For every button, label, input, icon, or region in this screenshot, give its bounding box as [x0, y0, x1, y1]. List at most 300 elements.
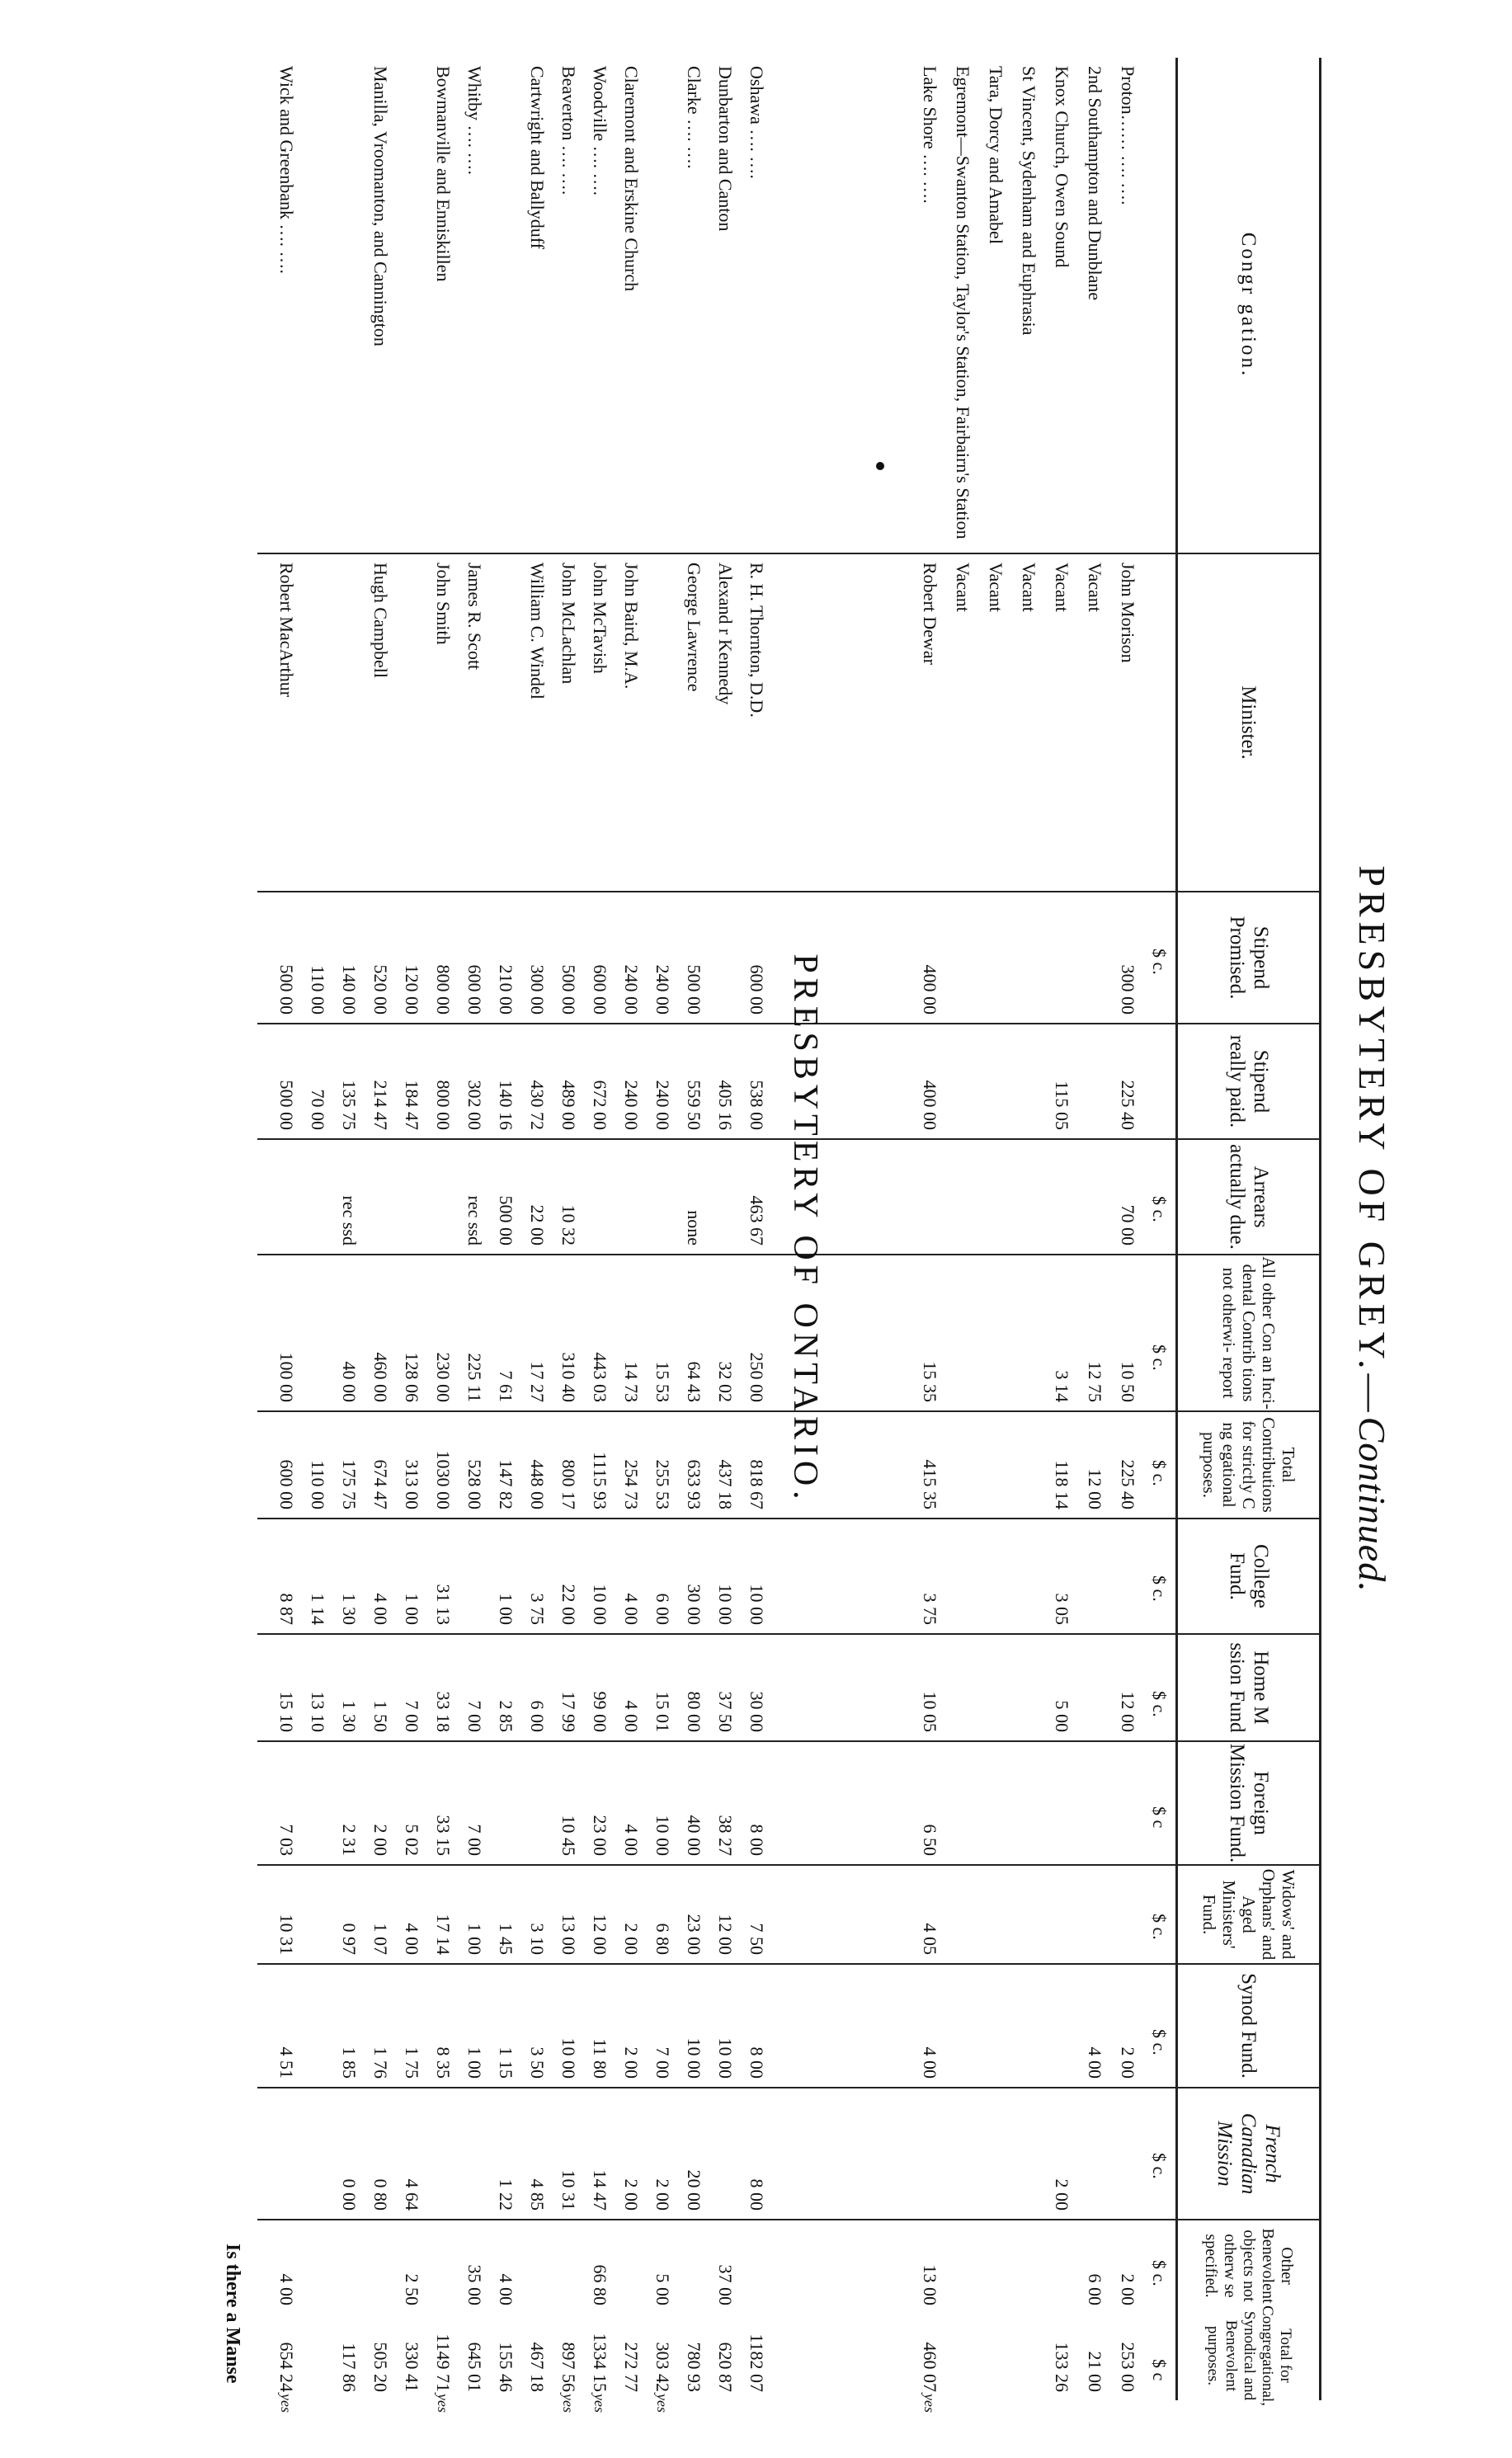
ontario-cell-manse: yes	[278, 2394, 294, 2413]
ontario-cell-stipend-paid: 672 00	[590, 1080, 610, 1130]
ontario-cell-stipend-paid: 135 75	[339, 1080, 360, 1130]
ontario-cell-total-contrib: 254 73	[621, 1459, 642, 1509]
ontario-cell-total-all: 654 24	[276, 2342, 297, 2392]
ontario-cell-college: 1 00	[402, 1593, 422, 1625]
ontario-cell-stipend-paid: 214 47	[370, 1080, 391, 1130]
grey-title-main: PRESBYTERY OF GREY.—	[1351, 865, 1393, 1417]
ontario-cell-stipend-promised: 120 00	[402, 964, 422, 1015]
grey-title-suffix: Continued.	[1351, 1416, 1393, 1593]
ontario-cell-widows: 7 50	[747, 1923, 767, 1955]
grey-row	[985, 58, 1006, 2400]
ontario-row	[683, 58, 704, 2400]
ontario-cell-synod: 10 00	[558, 2037, 579, 2079]
ontario-cell-total-contrib: 147 82	[496, 1459, 516, 1509]
ontario-cell-synod: 2 00	[621, 2046, 642, 2079]
ontario-cell-synod: 3 50	[527, 2046, 548, 2079]
grey-cell-congregation: 2nd Southampton and Dunblane	[1085, 66, 1105, 301]
ontario-cell-total-all: 1149 71	[433, 2333, 454, 2392]
ontario-cell-synod: 1 75	[402, 2046, 422, 2079]
grey-cell-total-all: 133 26	[1052, 2342, 1072, 2392]
header-congregation: Congr gation.	[1237, 232, 1260, 379]
ontario-cell-total-all: 117 86	[339, 2343, 360, 2392]
ontario-cell-manse: yes	[591, 2394, 608, 2413]
ontario-cell-total-all: 645 01	[464, 2342, 485, 2392]
grey-cell-college: 3 05	[1052, 1593, 1072, 1625]
ontario-cell-foreign-mission: 7 00	[464, 1824, 485, 1856]
ontario-cell-widows: 4 00	[402, 1923, 422, 1955]
ontario-cell-total-all: 897 56	[558, 2342, 579, 2392]
grey-cell-congregation: Proton…… …. ….	[1118, 66, 1138, 205]
ontario-cell-foreign-mission: 7 03	[276, 1824, 297, 1856]
grey-cell-congregation: Lake Shore …. ….	[920, 66, 940, 204]
ontario-cell-arrears: rec ssd	[339, 1195, 360, 1245]
grey-cell-college: 3 75	[920, 1593, 940, 1625]
unit-arrears: $ c.	[1149, 1196, 1170, 1222]
grey-cell-home-mission: 10 05	[920, 1691, 940, 1732]
grey-cell-manse: yes	[921, 2394, 938, 2413]
ontario-cell-home-mission: 1 50	[370, 1700, 391, 1732]
ontario-cell-stipend-paid: 240 00	[652, 1080, 673, 1130]
presbytery-grey-title	[1350, 58, 1394, 2400]
ontario-cell-total-contrib: 674 47	[370, 1459, 391, 1509]
grey-cell-minister: Robert Dewar	[920, 563, 940, 666]
ontario-cell-congregation: Woodville …. ….	[590, 66, 610, 196]
ontario-cell-other-benev: 4 00	[496, 2273, 516, 2305]
presbytery-ontario-title: PRESBYTERY OF ONTARIO.	[786, 954, 824, 1504]
units-row	[1148, 58, 1170, 2400]
ontario-row	[589, 58, 610, 2413]
header-total-contrib: Total Contributions for strictly C ng egational purposes.	[1199, 1417, 1298, 1513]
ontario-cell-stipend-promised: 600 00	[464, 964, 485, 1015]
unit-stipend-promised: $ c.	[1149, 949, 1170, 975]
ontario-cell-french: 0 00	[339, 2178, 360, 2211]
ontario-cell-total-all: 467 18	[527, 2342, 548, 2392]
ontario-cell-college: 31 13	[433, 1584, 454, 1625]
grey-cell-stipend-paid: 225 40	[1118, 1080, 1138, 1130]
ontario-cell-congregation: Oshawa …. ….	[747, 66, 767, 179]
grey-row	[919, 58, 940, 2413]
ontario-cell-home-mission: 99 00	[590, 1691, 610, 1732]
grey-cell-stipend-promised: 300 00	[1118, 964, 1138, 1015]
ontario-cell-other-benev: 66 80	[590, 2264, 610, 2305]
ontario-cell-congregation: Clarke …. ….	[684, 66, 704, 169]
ontario-row	[401, 58, 422, 2400]
ontario-cell-foreign-mission: 10 45	[558, 1815, 579, 1856]
ontario-cell-widows: 23 00	[684, 1914, 704, 1955]
ontario-cell-total-contrib: 437 18	[715, 1459, 736, 1509]
ontario-cell-stipend-paid: 405 16	[715, 1080, 736, 1130]
ontario-cell-stipend-paid: 70 00	[308, 1089, 328, 1130]
ontario-cell-other-contrib: 32 02	[715, 1361, 736, 1402]
ontario-cell-college: 3 75	[527, 1593, 548, 1625]
ontario-cell-home-mission: 80 00	[684, 1691, 704, 1732]
grey-cell-stipend-promised: 400 00	[920, 964, 940, 1015]
ontario-cell-stipend-paid: 538 00	[747, 1080, 767, 1130]
grey-cell-other-contrib: 15 35	[920, 1361, 940, 1402]
header-stipend-paid: Stipend really paid.	[1226, 1034, 1272, 1128]
ontario-cell-stipend-paid: 800 00	[433, 1080, 454, 1130]
grey-cell-minister: Vacant	[1019, 563, 1039, 612]
ontario-cell-widows: 0 97	[339, 1923, 360, 1955]
grey-cell-other-contrib: 3 14	[1052, 1370, 1072, 1402]
grey-cell-other-contrib: 12 75	[1085, 1361, 1105, 1402]
ontario-cell-foreign-mission: 4 00	[621, 1824, 642, 1856]
grey-cell-minister: Vacant	[1052, 563, 1072, 612]
ontario-cell-french: 1 22	[496, 2178, 516, 2211]
bullet-mark	[876, 462, 884, 470]
ontario-cell-other-benev: 4 00	[276, 2273, 297, 2305]
header-synod-fund: Synod Fund.	[1237, 1973, 1260, 2079]
ontario-cell-home-mission: 7 00	[402, 1700, 422, 1732]
ontario-cell-other-benev: 35 00	[464, 2264, 485, 2305]
ontario-cell-total-contrib: 528 00	[464, 1459, 485, 1509]
grey-cell-congregation: Knox Church, Owen Sound	[1052, 66, 1072, 268]
ontario-cell-congregation: Manilla, Vroomanton, and Cannington	[370, 66, 391, 346]
ontario-cell-manse: yes	[560, 2394, 577, 2413]
ontario-cell-french: 0 80	[370, 2178, 391, 2211]
ontario-cell-french: 4 85	[527, 2178, 548, 2211]
ontario-cell-widows: 13 00	[558, 1914, 579, 1955]
ontario-cell-synod: 8 00	[747, 2046, 767, 2079]
ontario-cell-stipend-promised: 300 00	[527, 964, 548, 1015]
ontario-cell-stipend-promised: 520 00	[370, 964, 391, 1015]
ontario-cell-total-contrib: 600 00	[276, 1459, 297, 1509]
ontario-cell-stipend-promised: 500 00	[276, 964, 297, 1015]
ontario-cell-widows: 1 00	[464, 1923, 485, 1955]
grey-cell-minister: John Morison	[1118, 563, 1138, 663]
ontario-cell-foreign-mission: 38 27	[715, 1815, 736, 1856]
grey-cell-other-contrib: 10 50	[1118, 1361, 1138, 1402]
ontario-cell-home-mission: 37 50	[715, 1691, 736, 1732]
ontario-cell-congregation: Dunbarton and Canton	[715, 66, 736, 232]
ontario-row	[370, 58, 391, 2400]
ontario-cell-home-mission: 15 01	[652, 1691, 673, 1732]
header-other-contrib: All other Con an Inci-dental Contrib tions not otherwi- report	[1219, 1256, 1279, 1410]
grey-cell-minister: Vacant	[1085, 563, 1105, 612]
ontario-cell-stipend-paid: 500 00	[276, 1080, 297, 1130]
grey-cell-total-all: 460 07	[920, 2342, 940, 2392]
grey-cell-widows: 4 05	[920, 1923, 940, 1955]
grey-cell-total-contrib: 118 14	[1052, 1460, 1072, 1509]
ontario-cell-total-contrib: 633 93	[684, 1459, 704, 1509]
ontario-cell-foreign-mission: 33 15	[433, 1815, 454, 1856]
ontario-cell-widows: 10 31	[276, 1914, 297, 1955]
ontario-cell-college: 4 00	[621, 1593, 642, 1625]
header-college-fund: College Fund.	[1226, 1544, 1272, 1608]
ontario-cell-widows: 12 00	[715, 1914, 736, 1955]
ontario-cell-college: 10 00	[747, 1584, 767, 1625]
ontario-cell-total-contrib: 818 67	[747, 1459, 767, 1509]
unit-widows: $ c.	[1149, 1914, 1170, 1940]
ontario-cell-congregation: Wick and Greenbank …. ….	[276, 66, 297, 275]
ontario-cell-synod: 1 00	[464, 2046, 485, 2079]
unit-synod: $ c.	[1149, 2029, 1170, 2055]
ontario-cell-synod: 8 35	[433, 2046, 454, 2079]
unit-other-benev: $ c.	[1149, 2260, 1170, 2286]
ontario-cell-widows: 6 80	[652, 1923, 673, 1955]
ontario-cell-college: 1 00	[496, 1593, 516, 1625]
ontario-cell-congregation: Claremont and Erskine Church	[621, 66, 642, 292]
ontario-cell-minister: Hugh Campbell	[370, 563, 391, 678]
unit-total-all: $ c	[1149, 2359, 1170, 2381]
ontario-cell-congregation: Cartwright and Ballyduff	[527, 66, 548, 249]
ontario-cell-foreign-mission: 40 00	[684, 1815, 704, 1856]
ontario-cell-other-contrib: 225 11	[464, 1353, 485, 1402]
ontario-cell-arrears: 500 00	[496, 1195, 516, 1245]
ontario-row	[307, 58, 328, 2400]
ontario-cell-home-mission: 15 10	[276, 1691, 297, 1732]
ontario-cell-stipend-promised: 210 00	[496, 964, 516, 1015]
grey-cell-foreign-mission: 6 50	[920, 1824, 940, 1856]
ontario-cell-french: 10 31	[558, 2169, 579, 2211]
ontario-cell-minister: John McTavish	[590, 563, 610, 674]
ontario-cell-synod: 10 00	[684, 2037, 704, 2079]
ontario-cell-stipend-promised: 600 00	[590, 964, 610, 1015]
ontario-cell-minister: Robert MacArthur	[276, 563, 297, 698]
ontario-cell-widows: 3 10	[527, 1923, 548, 1955]
grey-cell-stipend-paid: 400 00	[920, 1080, 940, 1130]
grey-row	[1117, 58, 1138, 2400]
ontario-cell-other-contrib: 40 00	[339, 1361, 360, 1402]
ontario-cell-other-contrib: 100 00	[276, 1352, 297, 1402]
ontario-cell-widows: 1 45	[496, 1923, 516, 1955]
ontario-cell-synod: 1 85	[339, 2046, 360, 2079]
ontario-cell-college: 22 00	[558, 1584, 579, 1625]
ontario-cell-college: 6 00	[652, 1593, 673, 1625]
ontario-cell-college: 1 30	[339, 1593, 360, 1625]
manse-label: Is there a Manse	[222, 2244, 243, 2384]
ontario-cell-home-mission: 33 18	[433, 1691, 454, 1732]
grey-cell-total-contrib: 415 35	[920, 1459, 940, 1509]
grey-cell-congregation: Tara, Dorcy and Amabel	[986, 66, 1006, 244]
grey-cell-minister: Vacant	[986, 563, 1006, 612]
ontario-cell-foreign-mission: 5 02	[402, 1824, 422, 1856]
rotated-page	[74, 58, 1394, 2413]
grey-row	[1051, 58, 1072, 2400]
grey-cell-home-mission: 5 00	[1052, 1700, 1072, 1732]
ontario-cell-total-all: 1182 07	[747, 2333, 767, 2392]
ontario-cell-other-benev: 37 00	[715, 2264, 736, 2305]
ontario-cell-foreign-mission: 2 31	[339, 1824, 360, 1856]
ontario-cell-home-mission: 30 00	[747, 1691, 767, 1732]
ontario-cell-stipend-paid: 240 00	[621, 1080, 642, 1130]
grey-cell-french: 2 00	[1052, 2178, 1072, 2211]
header-home-mission: Home M ssion Fund	[1226, 1642, 1272, 1733]
ontario-cell-arrears: 22 00	[527, 1204, 548, 1245]
ontario-row	[746, 58, 767, 2400]
ontario-cell-synod: 1 76	[370, 2046, 391, 2079]
ontario-cell-other-contrib: 128 06	[402, 1352, 422, 1402]
ontario-cell-widows: 17 14	[433, 1914, 454, 1955]
grey-cell-other-benev: 2 00	[1118, 2273, 1138, 2305]
ontario-cell-minister: Alexand r Kennedy	[715, 563, 736, 705]
ontario-cell-arrears: rec ssd	[464, 1195, 485, 1245]
ontario-cell-stipend-paid: 559 50	[684, 1080, 704, 1130]
ontario-cell-minister: James R. Scott	[464, 563, 485, 671]
ontario-cell-foreign-mission: 2 00	[370, 1824, 391, 1856]
grey-cell-other-benev: 6 00	[1085, 2273, 1105, 2305]
ontario-cell-stipend-paid: 184 47	[402, 1080, 422, 1130]
ontario-row	[432, 58, 454, 2413]
ontario-cell-stipend-promised: 600 00	[747, 964, 767, 1015]
header-widows-fund: Widows' and Orphans' and Aged Ministers' Fund.	[1199, 1868, 1298, 1961]
header-foreign-mission: Foreign Mission Fund.	[1226, 1743, 1272, 1863]
ontario-cell-home-mission: 4 00	[621, 1700, 642, 1732]
ontario-cell-stipend-promised: 500 00	[558, 964, 579, 1015]
ontario-cell-college: 1 14	[308, 1593, 328, 1625]
ontario-row	[714, 58, 736, 2400]
grey-cell-synod: 4 00	[1085, 2046, 1105, 2079]
ontario-cell-minister: John Smith	[433, 563, 454, 645]
ontario-cell-stipend-promised: 240 00	[621, 964, 642, 1015]
ontario-cell-stipend-paid: 430 72	[527, 1080, 548, 1130]
ontario-cell-stipend-paid: 140 16	[496, 1080, 516, 1130]
ontario-cell-college: 4 00	[370, 1593, 391, 1625]
grey-cell-congregation: St Vincent, Sydenham and Euphrasia	[1019, 66, 1039, 336]
ontario-cell-home-mission: 13 10	[308, 1691, 328, 1732]
ontario-row	[620, 58, 642, 2400]
header-bottom-rule	[1175, 58, 1178, 2400]
ontario-cell-home-mission: 7 00	[464, 1700, 485, 1732]
ontario-cell-stipend-paid: 489 00	[558, 1080, 579, 1130]
ontario-cell-french: 14 47	[590, 2169, 610, 2211]
ontario-cell-other-contrib: 64 43	[684, 1361, 704, 1402]
header-minister: Minister.	[1237, 685, 1260, 760]
grey-row	[952, 58, 973, 2400]
grey-cell-minister: Vacant	[953, 563, 973, 612]
header-top-rule	[1319, 58, 1321, 2400]
ontario-cell-minister: John McLachlan	[558, 563, 579, 685]
ontario-cell-widows: 12 00	[590, 1914, 610, 1955]
ontario-cell-college: 30 00	[684, 1584, 704, 1625]
ontario-cell-other-contrib: 250 00	[747, 1352, 767, 1402]
grey-row	[1018, 58, 1039, 2400]
grey-cell-total-all: 253 00	[1118, 2342, 1138, 2392]
ontario-cell-synod: 1 15	[496, 2046, 516, 2079]
ontario-cell-total-all: 272 77	[621, 2342, 642, 2392]
grey-cell-congregation: Egremont—Swanton Station, Taylor's Station, Fairbairn's Station	[953, 66, 973, 539]
ontario-cell-foreign-mission: 8 00	[747, 1824, 767, 1856]
ontario-cell-arrears: 10 32	[558, 1204, 579, 1245]
ontario-cell-other-contrib: 15 53	[652, 1361, 673, 1402]
ontario-cell-minister: William C. Windel	[527, 563, 548, 699]
ontario-cell-french: 4 64	[402, 2178, 422, 2211]
grey-row	[1084, 58, 1105, 2400]
ontario-cell-total-contrib: 255 53	[652, 1459, 673, 1509]
ontario-cell-synod: 10 00	[715, 2037, 736, 2079]
ontario-cell-stipend-promised: 800 00	[433, 964, 454, 1015]
ontario-cell-total-all: 780 93	[684, 2342, 704, 2392]
ontario-cell-manse: yes	[435, 2394, 451, 2413]
grey-cell-stipend-paid: 115 05	[1052, 1081, 1072, 1130]
ontario-cell-other-benev: 5 00	[652, 2273, 673, 2305]
ontario-cell-total-contrib: 800 17	[558, 1459, 579, 1509]
ontario-cell-french: 8 00	[747, 2178, 767, 2211]
ontario-cell-congregation: Whitby …. ….	[464, 66, 485, 175]
unit-other-contrib: $ c.	[1149, 1344, 1170, 1371]
grey-cell-home-mission: 12 00	[1118, 1691, 1138, 1732]
ontario-cell-home-mission: 17 99	[558, 1691, 579, 1732]
ontario-cell-foreign-mission: 23 00	[590, 1815, 610, 1856]
ontario-row	[558, 58, 579, 2413]
ontario-cell-total-all: 330 41	[402, 2342, 422, 2392]
ontario-cell-french: 2 00	[652, 2178, 673, 2211]
ontario-cell-minister: George Lawrence	[684, 563, 704, 692]
grey-cell-synod: 4 00	[920, 2046, 940, 2079]
grey-cell-total-contrib: 225 40	[1118, 1459, 1138, 1509]
grey-cell-total-contrib: 12 00	[1085, 1468, 1105, 1509]
ontario-cell-widows: 2 00	[621, 1923, 642, 1955]
ontario-cell-college: 10 00	[590, 1584, 610, 1625]
ontario-cell-total-all: 505 20	[370, 2342, 391, 2392]
header-french-canadian: French Canadian Mission	[1213, 2112, 1284, 2195]
header-arrears: Arrears actually due.	[1226, 1144, 1272, 1250]
ontario-row	[495, 58, 516, 2400]
ontario-cell-stipend-promised: 240 00	[652, 964, 673, 1015]
ontario-cell-other-contrib: 7 61	[496, 1370, 516, 1402]
ontario-cell-manse: yes	[654, 2394, 671, 2413]
ontario-cell-other-contrib: 310 40	[558, 1352, 579, 1402]
ontario-cell-synod: 11 80	[590, 2038, 610, 2079]
ontario-cell-stipend-paid: 302 00	[464, 1080, 485, 1130]
ontario-cell-total-contrib: 1030 00	[433, 1450, 454, 1509]
ontario-cell-congregation: Beaverton …. ….	[558, 66, 579, 195]
ontario-cell-other-contrib: 443 03	[590, 1352, 610, 1402]
ontario-cell-total-contrib: 448 00	[527, 1459, 548, 1509]
ontario-cell-synod: 4 51	[276, 2046, 297, 2079]
ontario-cell-minister: R. H. Thornton, D.D.	[747, 563, 767, 718]
ontario-row	[338, 58, 360, 2400]
ontario-row	[652, 58, 673, 2413]
ontario-cell-arrears: 463 67	[747, 1195, 767, 1245]
unit-college: $ c.	[1149, 1575, 1170, 1602]
ontario-cell-arrears: none	[684, 1210, 704, 1245]
grey-cell-synod: 2 00	[1118, 2046, 1138, 2079]
ontario-cell-total-contrib: 175 75	[339, 1459, 360, 1509]
ontario-cell-stipend-promised: 110 00	[308, 965, 328, 1015]
ontario-cell-home-mission: 1 30	[339, 1700, 360, 1732]
ontario-cell-congregation: Bowmanville and Enniskillen	[433, 66, 454, 282]
ontario-cell-total-contrib: 1115 93	[590, 1452, 610, 1509]
ontario-cell-total-all: 303 42	[652, 2342, 673, 2392]
grey-cell-total-all: 21 00	[1085, 2351, 1105, 2392]
ontario-cell-french: 20 00	[684, 2169, 704, 2211]
ontario-cell-other-contrib: 230 00	[433, 1352, 454, 1402]
unit-french: $ c.	[1149, 2153, 1170, 2179]
grey-cell-other-benev: 13 00	[920, 2264, 940, 2305]
ontario-cell-total-contrib: 110 00	[308, 1460, 328, 1509]
ontario-cell-home-mission: 6 00	[527, 1700, 548, 1732]
ontario-cell-widows: 1 07	[370, 1923, 391, 1955]
ontario-cell-stipend-promised: 500 00	[684, 964, 704, 1015]
ontario-cell-total-all: 620 87	[715, 2342, 736, 2392]
ontario-cell-foreign-mission: 10 00	[652, 1815, 673, 1856]
ontario-cell-college: 8 87	[276, 1593, 297, 1625]
ontario-cell-total-contrib: 313 00	[402, 1459, 422, 1509]
ontario-row	[464, 58, 485, 2400]
header-total-all: Total for Congregational, Synodical and Benevolent purposes.	[1204, 2305, 1294, 2406]
ontario-cell-minister: John Baird, M.A.	[621, 563, 642, 690]
ontario-cell-other-contrib: 17 27	[527, 1361, 548, 1402]
header-stipend-promised: Stipend Promised.	[1226, 916, 1272, 1000]
unit-total-contrib: $ c.	[1149, 1460, 1170, 1486]
unit-foreign-mission: $ c	[1149, 1806, 1170, 1829]
ontario-cell-stipend-promised: 140 00	[339, 964, 360, 1015]
grey-cell-arrears: 70 00	[1118, 1204, 1138, 1245]
ontario-cell-other-contrib: 460 00	[370, 1352, 391, 1402]
ontario-cell-total-all: 1334 15	[590, 2333, 610, 2392]
ontario-cell-synod: 7 00	[652, 2046, 673, 2079]
